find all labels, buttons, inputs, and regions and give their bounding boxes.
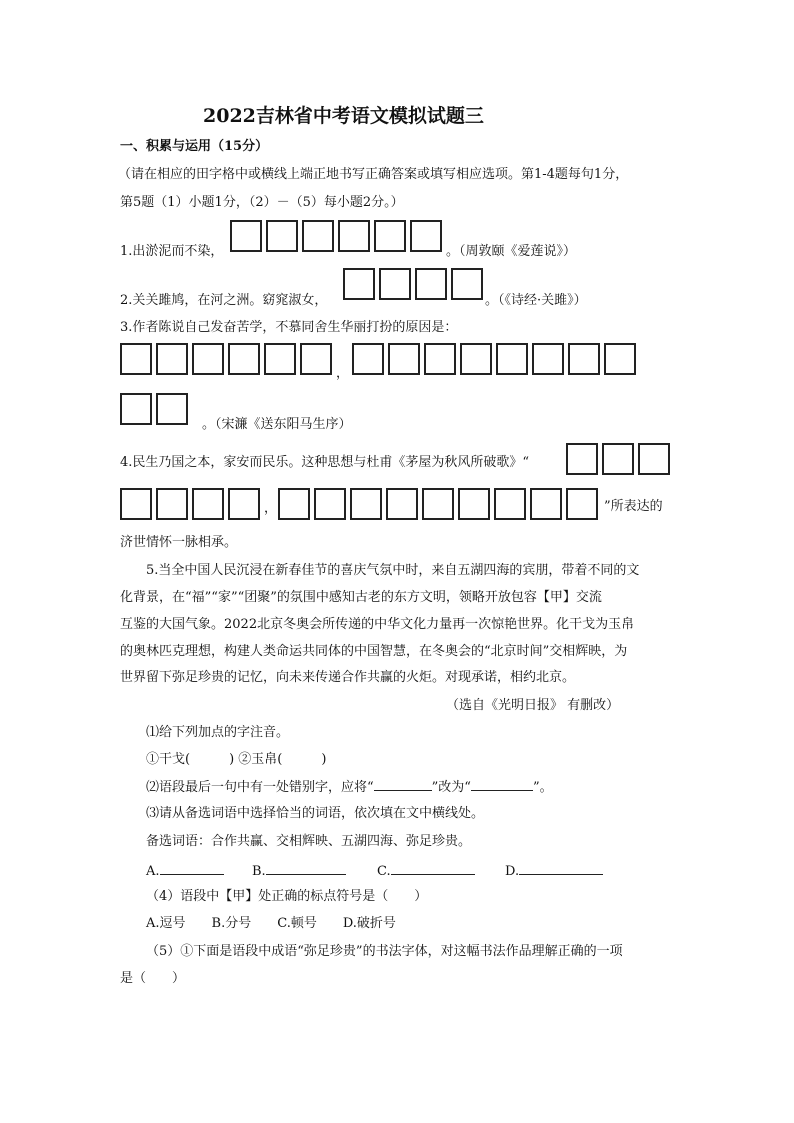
- answer-box[interactable]: [314, 488, 346, 520]
- fill-option-b: [252, 862, 346, 880]
- passage-line: 世界留下弥足珍贵的记忆，向未来传递合作共赢的火炬。对现承诺，相约北京。: [120, 670, 576, 685]
- q4-suffix: ”所表达的: [604, 499, 663, 514]
- blank-line[interactable]: [160, 862, 224, 875]
- fill-option-a: [146, 862, 224, 880]
- q1-answer-grid[interactable]: [230, 220, 446, 252]
- sub-question-2: [146, 778, 553, 796]
- answer-box[interactable]: [156, 393, 188, 425]
- answer-box[interactable]: [228, 343, 260, 375]
- answer-box[interactable]: [415, 268, 447, 300]
- answer-box[interactable]: [120, 488, 152, 520]
- answer-box[interactable]: [266, 220, 298, 252]
- answer-box[interactable]: [451, 268, 483, 300]
- sub-question-3-words: 备选词语：合作共赢、交相辉映、五湖四海、弥足珍贵。: [146, 834, 472, 849]
- answer-box[interactable]: [352, 343, 384, 375]
- fill-option-c: [377, 862, 475, 880]
- answer-box[interactable]: [424, 343, 456, 375]
- answer-box[interactable]: [230, 220, 262, 252]
- answer-box[interactable]: [228, 488, 260, 520]
- section-heading: 一、积累与运用（15分）: [120, 139, 269, 154]
- q4-prompt: 4.民生乃国之本，家安而民乐。这种思想与杜甫《茅屋为秋风所破歌》“: [120, 455, 530, 470]
- answer-box[interactable]: [379, 268, 411, 300]
- passage-line: 5.当全中国人民沉浸在新春佳节的喜庆气氛中时，来自五湖四海的宾朋，带着不同的文: [146, 563, 640, 578]
- answer-box[interactable]: [192, 488, 224, 520]
- q2-answer-grid[interactable]: [343, 268, 487, 300]
- blank-line[interactable]: [374, 778, 432, 791]
- answer-box[interactable]: [566, 488, 598, 520]
- answer-box[interactable]: [602, 443, 634, 475]
- q3-comma: ，: [336, 366, 350, 381]
- answer-box[interactable]: [302, 220, 334, 252]
- answer-box[interactable]: [638, 443, 670, 475]
- answer-box[interactable]: [410, 220, 442, 252]
- answer-box[interactable]: [120, 343, 152, 375]
- fill-option-label: A.: [146, 864, 160, 879]
- answer-box[interactable]: [338, 220, 370, 252]
- q4-comma: ，: [264, 501, 278, 516]
- answer-box[interactable]: [156, 488, 188, 520]
- q2-suffix: 。（《诗经·关雎》）: [485, 293, 587, 308]
- answer-box[interactable]: [192, 343, 224, 375]
- q1-prompt: 1.出淤泥而不染，: [120, 244, 224, 259]
- fill-option-label: D.: [505, 864, 520, 879]
- q3-suffix: 。（宋濂《送东阳马生序）: [202, 417, 352, 432]
- blank-line[interactable]: [266, 862, 346, 875]
- answer-box[interactable]: [156, 343, 188, 375]
- passage-line: 化背景，在“福”“家”“团聚”的氛围中感知古老的东方文明，领略开放包容【甲】交流: [120, 590, 602, 605]
- passage-line: 的奥林匹克理想，构建人类命运共同体的中国智慧，在冬奥会的“北京时间”交相辉映，为: [120, 644, 628, 659]
- sub-question-1-items: ①干戈( ) ②玉帛( ): [146, 752, 327, 767]
- fill-option-d: [505, 862, 603, 880]
- blank-line[interactable]: [519, 862, 603, 875]
- sub-question-4-options: A.逗号 B.分号 C.顿号 D.破折号: [146, 916, 396, 931]
- answer-box[interactable]: [566, 443, 598, 475]
- q3-answer-grid-b[interactable]: [352, 343, 640, 375]
- q4-answer-grid-b[interactable]: [120, 488, 264, 520]
- sub-question-2-text-b: ”改为“: [431, 780, 471, 795]
- sub-question-1: ⑴给下列加点的字注音。: [146, 725, 290, 740]
- answer-box[interactable]: [350, 488, 382, 520]
- q2-prompt: 2.关关雎鸠，在河之洲。窈窕淑女，: [120, 293, 328, 308]
- instruction-line-2: 第5题（1）小题1分，（2）－（5）每小题2分。）: [120, 195, 404, 210]
- answer-box[interactable]: [532, 343, 564, 375]
- q3-answer-grid-a[interactable]: [120, 343, 336, 375]
- sub-question-2-text-c: ”。: [532, 780, 553, 795]
- sub-question-2-text-a: ⑵语段最后一句中有一处错别字，应将“: [146, 780, 374, 795]
- blank-line[interactable]: [471, 778, 533, 791]
- answer-box[interactable]: [458, 488, 490, 520]
- answer-box[interactable]: [568, 343, 600, 375]
- sub-question-4: （4）语段中【甲】处正确的标点符号是（ ）: [146, 889, 428, 904]
- answer-box[interactable]: [343, 268, 375, 300]
- answer-box[interactable]: [604, 343, 636, 375]
- answer-box[interactable]: [374, 220, 406, 252]
- answer-box[interactable]: [264, 343, 296, 375]
- page-title: 2022吉林省中考语文模拟试题三: [203, 105, 484, 127]
- instruction-line-1: （请在相应的田字格中或横线上端正地书写正确答案或填写相应选项。第1-4题每句1分，: [118, 167, 629, 182]
- answer-box[interactable]: [388, 343, 420, 375]
- fill-option-label: C.: [377, 864, 391, 879]
- sub-question-3: ⑶请从备选词语中选择恰当的词语，依次填在文中横线处。: [146, 806, 485, 821]
- answer-box[interactable]: [496, 343, 528, 375]
- answer-box[interactable]: [422, 488, 454, 520]
- fill-option-label: B.: [252, 864, 266, 879]
- q4-line2: 济世情怀一脉相承。: [120, 535, 238, 550]
- q4-answer-grid-c[interactable]: [278, 488, 602, 520]
- answer-box[interactable]: [386, 488, 418, 520]
- q4-answer-grid-a[interactable]: [566, 443, 674, 475]
- answer-box[interactable]: [494, 488, 526, 520]
- blank-line[interactable]: [391, 862, 475, 875]
- answer-box[interactable]: [278, 488, 310, 520]
- q3-prompt: 3.作者陈说自己发奋苦学，不慕同舍生华丽打扮的原因是：: [120, 320, 458, 335]
- q1-suffix: 。（周敦颐《爱莲说》）: [446, 244, 577, 259]
- q3-answer-grid-c[interactable]: [120, 393, 192, 425]
- passage-source: （选自《光明日报》 有删改）: [446, 698, 620, 713]
- passage-line: 互鉴的大国气象。2022北京冬奥会所传递的中华文化力量再一次惊艳世界。化干戈为玉帛: [120, 617, 635, 632]
- answer-box[interactable]: [460, 343, 492, 375]
- sub-question-5-line1: （5）①下面是语段中成语“弥足珍贵”的书法字体，对这幅书法作品理解正确的一项: [146, 944, 623, 959]
- answer-box[interactable]: [300, 343, 332, 375]
- answer-box[interactable]: [530, 488, 562, 520]
- sub-question-5-line2: 是（ ）: [120, 971, 186, 986]
- answer-box[interactable]: [120, 393, 152, 425]
